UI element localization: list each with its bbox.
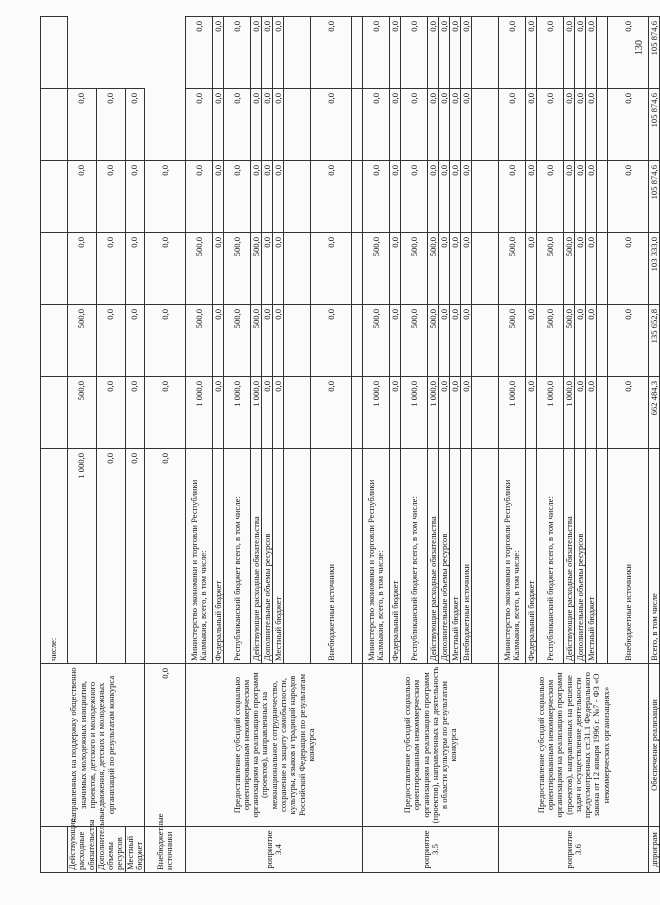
funding-source-cell: Всего, в том числе [649,449,660,664]
amount-cell: 1 000,0 [401,377,428,449]
funding-source-cell: Местный бюджет [273,449,284,664]
amount-cell [41,233,68,305]
amount-cell: 0,0 [575,377,586,449]
amount-cell: 0,0 [363,89,390,161]
amount-cell [41,161,68,233]
amount-cell: 0,0 [213,305,224,377]
amount-cell: 0,0 [526,305,537,377]
funding-source-cell: Действующие расходные обязательства [68,827,97,873]
amount-cell [597,89,608,161]
amount-cell: 103 333,0 [649,233,660,305]
amount-cell [472,377,499,449]
amount-cell [284,233,311,305]
amount-cell: 0,0 [262,161,273,233]
amount-cell: 0,0 [68,89,97,161]
funding-source-cell [472,449,499,664]
amount-cell: 0,0 [564,161,575,233]
amount-cell: 0,0 [262,89,273,161]
funding-source-cell: Министерство экономики и торговли Республики Калмыкия, всего, в том числе: [363,449,390,664]
amount-cell: 0,0 [125,305,145,377]
amount-cell [284,377,311,449]
amount-cell [597,233,608,305]
amount-cell: 0,0 [96,305,125,377]
amount-cell: 1 000,0 [224,377,251,449]
amount-cell: 1 000,0 [251,377,262,449]
amount-cell: 0,0 [311,305,352,377]
amount-cell: 0,0 [251,17,262,89]
amount-cell: 0,0 [428,161,439,233]
activity-code-cell: дпрограм [649,827,660,873]
amount-cell: 0,0 [96,161,125,233]
amount-cell: 0,0 [461,17,472,89]
amount-cell: 0,0 [125,377,145,449]
activity-name-cell: Предоставление субсидий социально ориентированным некоммерческим организациям на реализацию программ (проектов), направленных на решение задач и осуществление деятельности предусмотренных ст.31.1 Федерального закона от 12 января 1996 г. №7 - ФЗ «О некоммерческих организациях» [499,664,649,827]
amount-cell: 500,0 [363,305,390,377]
amount-cell: 0,0 [461,89,472,161]
amount-cell: 0,0 [537,161,564,233]
amount-cell: 500,0 [537,305,564,377]
amount-cell: 0,0 [311,17,352,89]
amount-cell: 0,0 [537,17,564,89]
amount-cell: 500,0 [363,233,390,305]
amount-cell: 0,0 [273,17,284,89]
amount-cell: 0,0 [401,89,428,161]
amount-cell: 0,0 [262,233,273,305]
amount-cell: 500,0 [499,305,526,377]
amount-cell [597,377,608,449]
amount-cell: 662 484,3 [649,377,660,449]
amount-cell: 0,0 [608,377,649,449]
amount-cell: 0,0 [608,305,649,377]
amount-cell: 1 000,0 [537,377,564,449]
amount-cell [41,89,68,161]
amount-cell: 1 000,0 [363,377,390,449]
activity-name-cell: Предоставление субсидий социально ориентированным некоммерческим организациям на реализацию программ (проектов), направленных на межнациональное сотрудничество, сохранение и защиту самобытности, культуры, языков и традиций народов Российской Федерации по результатам конкурса [186,664,363,827]
amount-cell: 0,0 [224,89,251,161]
amount-cell: 0,0 [311,233,352,305]
amount-cell: 500,0 [401,305,428,377]
funding-source-cell: Федеральный бюджет [390,449,401,664]
amount-cell: 0,0 [608,233,649,305]
funding-source-cell [352,449,363,664]
amount-cell: 0,0 [390,233,401,305]
amount-cell: 0,0 [262,17,273,89]
amount-cell [41,17,68,89]
amount-cell [597,305,608,377]
amount-cell: 0,0 [450,17,461,89]
amount-cell: 135 652,8 [649,305,660,377]
amount-cell: 0,0 [390,89,401,161]
amount-cell [352,89,363,161]
amount-cell: 0,0 [439,377,450,449]
amount-cell: 0,0 [586,17,597,89]
amount-cell [284,161,311,233]
amount-cell: 0,0 [575,161,586,233]
amount-cell: 0,0 [390,305,401,377]
funding-source-cell [597,449,608,664]
funding-source-cell: Местный бюджет [450,449,461,664]
amount-cell: 105 874,6 [649,89,660,161]
amount-cell [472,305,499,377]
amount-cell: 0,0 [586,377,597,449]
amount-cell: 0,0 [390,161,401,233]
amount-cell: 0,0 [461,233,472,305]
amount-cell: 500,0 [224,233,251,305]
amount-cell: 500,0 [564,233,575,305]
amount-cell: 0,0 [96,233,125,305]
amount-cell: 0,0 [311,377,352,449]
amount-cell: 0,0 [439,305,450,377]
amount-cell: 105 874,6 [649,17,660,89]
amount-cell: 0,0 [125,89,145,161]
amount-cell: 0,0 [586,233,597,305]
amount-cell: 0,0 [186,17,213,89]
amount-cell [41,305,68,377]
table-row [363,17,390,873]
amount-cell: 500,0 [186,233,213,305]
amount-cell: 1 000,0 [68,449,97,664]
activity-code-cell [41,827,68,873]
activity-name-cell: направленных на поддержку общественно значимых молодежных инициатив, проектов, детского и молодежного движения, детских и молодежных организаций по результатам конкурса [41,664,145,827]
funding-source-cell: Внебюджетные источники [461,449,472,664]
amount-cell: 500,0 [428,305,439,377]
amount-cell: 0,0 [586,161,597,233]
amount-cell [352,305,363,377]
amount-cell: 0,0 [608,89,649,161]
page-number: 130 [634,40,645,55]
amount-cell: 500,0 [499,233,526,305]
funding-source-cell: Республиканский бюджет всего, в том числе: [537,449,564,664]
amount-cell: 500,0 [401,233,428,305]
amount-cell: 500,0 [68,305,97,377]
amount-cell: 0,0 [273,161,284,233]
table-row [41,17,68,873]
amount-cell: 0,0 [450,233,461,305]
amount-cell [284,305,311,377]
amount-cell: 0,0 [564,89,575,161]
funding-source-cell [284,449,311,664]
funding-source-cell: Действующие расходные обязательства [251,449,262,664]
amount-cell: 0,0 [428,89,439,161]
activity-code-cell: роприятие 3.6 [499,827,649,873]
amount-cell: 0,0 [439,17,450,89]
amount-cell: 0,0 [273,377,284,449]
amount-cell [472,233,499,305]
amount-cell: 0,0 [526,377,537,449]
amount-cell: 0,0 [213,233,224,305]
amount-cell [352,17,363,89]
amount-cell: 0,0 [262,377,273,449]
amount-cell: 0,0 [273,305,284,377]
funding-source-cell: Министерство экономики и торговли Республики Калмыкия, всего, в том числе: [186,449,213,664]
table-row [649,17,660,873]
amount-cell: 500,0 [68,377,97,449]
amount-cell: 0,0 [311,161,352,233]
activity-code-cell: роприятие 3.5 [363,827,499,873]
amount-cell: 0,0 [145,233,186,305]
amount-cell: 0,0 [608,17,649,89]
table-row [145,17,186,873]
amount-cell: 0,0 [363,17,390,89]
amount-cell: 0,0 [213,161,224,233]
amount-cell: 0,0 [145,664,186,827]
funding-source-cell: Дополнительные объемы ресурсов [575,449,586,664]
amount-cell: 0,0 [311,89,352,161]
amount-cell: 0,0 [213,17,224,89]
amount-cell: 500,0 [224,305,251,377]
amount-cell: 0,0 [262,305,273,377]
amount-cell: 0,0 [499,17,526,89]
amount-cell: 0,0 [145,449,186,664]
amount-cell: 0,0 [450,305,461,377]
amount-cell: 0,0 [68,233,97,305]
funding-source-cell: Внебюджетные источники [311,449,352,664]
amount-cell: 500,0 [251,233,262,305]
amount-cell: 0,0 [608,161,649,233]
amount-cell [284,17,311,89]
amount-cell: 0,0 [251,89,262,161]
amount-cell: 0,0 [363,161,390,233]
amount-cell: 0,0 [575,305,586,377]
funding-source-cell: Действующие расходные обязательства [428,449,439,664]
amount-cell: 0,0 [213,89,224,161]
amount-cell: 0,0 [96,449,125,664]
amount-cell: 0,0 [575,233,586,305]
amount-cell [597,161,608,233]
amount-cell: 0,0 [125,161,145,233]
amount-cell: 0,0 [125,233,145,305]
amount-cell: 0,0 [499,161,526,233]
amount-cell: 0,0 [96,89,125,161]
budget-table [40,16,660,873]
amount-cell: 0,0 [586,89,597,161]
amount-cell: 0,0 [526,89,537,161]
funding-source-cell: Федеральный бюджет [213,449,224,664]
funding-source-cell: Внебюджетные источники [608,449,649,664]
funding-source-cell: Внебюджетные источники [145,827,186,873]
funding-source-cell: Федеральный бюджет [526,449,537,664]
amount-cell: 0,0 [428,17,439,89]
amount-cell: 0,0 [125,449,145,664]
amount-cell: 0,0 [575,89,586,161]
amount-cell: 0,0 [526,161,537,233]
amount-cell: 1 000,0 [499,377,526,449]
activity-code-cell: роприятие 3.4 [186,827,363,873]
funding-source-cell: Министерство экономики и торговли Республики Калмыкия, всего, в том числе: [499,449,526,664]
amount-cell [472,17,499,89]
amount-cell: 1 000,0 [564,377,575,449]
amount-cell: 0,0 [213,377,224,449]
amount-cell: 500,0 [186,305,213,377]
funding-source-cell: числе: [41,449,68,664]
amount-cell: 0,0 [461,161,472,233]
amount-cell: 0,0 [145,377,186,449]
amount-cell: 500,0 [564,305,575,377]
amount-cell: 0,0 [401,17,428,89]
amount-cell [352,233,363,305]
amount-cell: 0,0 [586,305,597,377]
amount-cell: 0,0 [224,17,251,89]
funding-source-cell: Дополнительные объемы ресурсов [439,449,450,664]
funding-source-cell: Дополнительные объемы ресурсов [262,449,273,664]
amount-cell: 0,0 [499,89,526,161]
amount-cell: 0,0 [439,233,450,305]
activity-name-cell: Обеспечение реализации [649,664,660,827]
amount-cell: 0,0 [68,161,97,233]
amount-cell: 0,0 [145,161,186,233]
table-row [499,17,526,873]
table-row [186,17,213,873]
funding-source-cell: Местный бюджет [125,827,145,873]
funding-source-cell: Действующие расходные обязательства [564,449,575,664]
amount-cell: 0,0 [145,305,186,377]
amount-cell: 0,0 [537,89,564,161]
amount-cell [597,17,608,89]
amount-cell: 0,0 [461,377,472,449]
amount-cell [472,89,499,161]
amount-cell: 0,0 [96,377,125,449]
amount-cell: 0,0 [526,233,537,305]
funding-source-cell: Республиканский бюджет всего, в том числе: [224,449,251,664]
amount-cell [472,161,499,233]
amount-cell: 0,0 [461,305,472,377]
amount-cell: 1 000,0 [186,377,213,449]
amount-cell: 0,0 [273,89,284,161]
amount-cell: 0,0 [439,161,450,233]
amount-cell [284,89,311,161]
amount-cell: 0,0 [564,17,575,89]
amount-cell: 0,0 [439,89,450,161]
amount-cell [352,377,363,449]
amount-cell: 0,0 [224,161,251,233]
amount-cell: 500,0 [537,233,564,305]
amount-cell: 500,0 [428,233,439,305]
funding-source-cell: Республиканский бюджет всего, в том числе: [401,449,428,664]
amount-cell: 0,0 [401,161,428,233]
amount-cell [41,377,68,449]
amount-cell: 0,0 [251,161,262,233]
amount-cell: 0,0 [390,17,401,89]
amount-cell: 0,0 [450,161,461,233]
amount-cell: 0,0 [450,89,461,161]
amount-cell: 0,0 [390,377,401,449]
amount-cell: 0,0 [450,377,461,449]
amount-cell: 1 000,0 [428,377,439,449]
amount-cell: 105 874,6 [649,161,660,233]
activity-name-cell: Предоставление субсидий социально ориентированным некоммерческим организациям на реализацию программ (проектов), направленных на деятельность в области культуры по результатам конкурса [363,664,499,827]
funding-source-cell: Дополнительные объемы ресурсов [96,827,125,873]
funding-source-cell: Местный бюджет [586,449,597,664]
amount-cell: 500,0 [251,305,262,377]
amount-cell: 0,0 [186,161,213,233]
amount-cell [352,161,363,233]
amount-cell: 0,0 [186,89,213,161]
amount-cell: 0,0 [526,17,537,89]
amount-cell: 0,0 [273,233,284,305]
amount-cell: 0,0 [575,17,586,89]
